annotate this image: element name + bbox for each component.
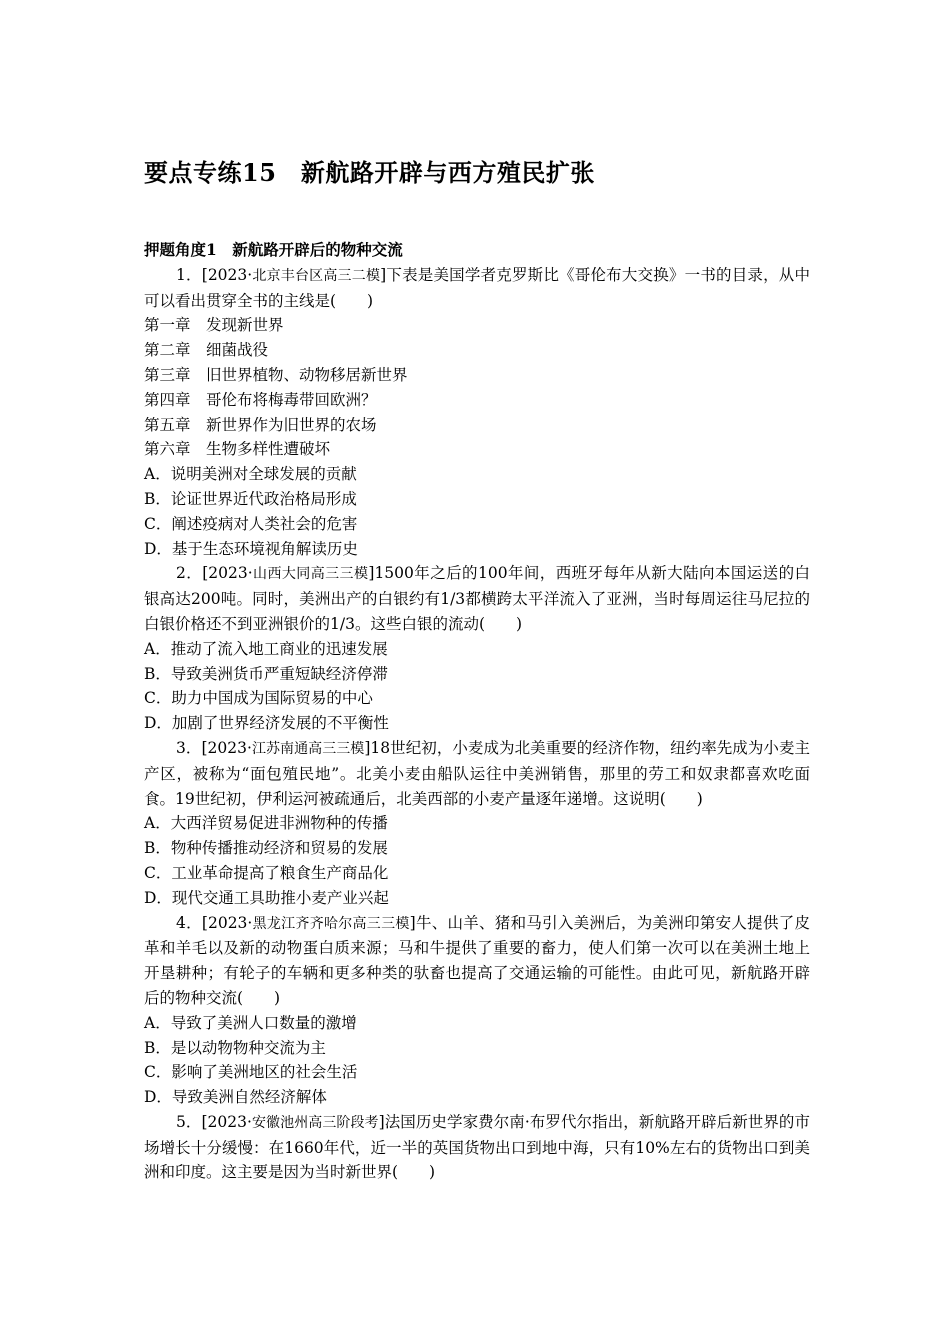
question-year: [2023· <box>201 265 253 284</box>
question-number: 2． <box>176 564 203 583</box>
document-body <box>144 238 810 1185</box>
question-year: [2023· <box>202 564 253 583</box>
option-a: A．导致了美洲人口数量的激增 <box>144 1013 357 1032</box>
question-stem <box>144 561 810 636</box>
question-3 <box>144 736 810 911</box>
option-a: A．推动了流入地工商业的迅速发展 <box>144 639 388 658</box>
option-b: B．物种传播推动经济和贸易的发展 <box>144 839 388 858</box>
question-1 <box>144 263 810 562</box>
question-year: [2023· <box>201 1112 252 1131</box>
question-text: ]法国历史学家费尔南·布罗代尔指出，新航路开辟后新世界的市场增长十分缓慢：在1660年代，近一半的英国货物出口到地中海，只有10%左右的货物出口到美洲和印度。这主要是因为当时新世界( ) <box>144 1112 810 1182</box>
question-text: ]18世纪初，小麦成为北美重要的经济作物，纽约率先成为小麦主产区，被称为“面包殖民地”。北美小麦由船队运往中美洲销售，那里的劳工和奴隶都喜欢吃面食。19世纪初，伊利运河被疏通后，北美西部的小麦产量逐年递增。这说明( ) <box>144 738 810 808</box>
chapter-line: 第一章 发现新世界 <box>144 316 284 335</box>
question-source: 江苏南通高三三模 <box>251 740 365 757</box>
question-text: ]下表是美国学者克罗斯比《哥伦布大交换》一书的目录，从中可以看出贯穿全书的主线是( ) <box>144 265 810 310</box>
question-stem <box>144 736 810 811</box>
question-text: ]1500年之后的100年间，西班牙每年从新大陆向本国运送的白银高达200吨。同时，美洲出产的白银约有1/3都横跨太平洋流入了亚洲，当时每周运往马尼拉的白银价格还不到亚洲银价的1/3。这些白银的流动( ) <box>144 564 810 633</box>
option-b: B．导致美洲货币严重短缺经济停滞 <box>144 664 388 683</box>
question-text: ]牛、山羊、猪和马引入美洲后，为美洲印第安人提供了皮革和羊毛以及新的动物蛋白质来源；马和牛提供了重要的畜力，使人们第一次可以在美洲土地上开垦耕种；有轮子的车辆和更多种类的驮畜也提高了交通运输的可能性。由此可见，新航路开辟后的物种交流( ) <box>144 913 810 1007</box>
question-source: 黑龙江齐齐哈尔高三三模 <box>252 915 410 932</box>
chapter-line: 第二章 细菌战役 <box>144 341 269 360</box>
question-number: 5． <box>176 1112 202 1131</box>
question-source: 安徽池州高三阶段考 <box>251 1114 379 1131</box>
option-c: C．工业革命提高了粮食生产商品化 <box>144 863 389 882</box>
question-number: 3． <box>176 738 202 757</box>
section-heading: 押题角度1 新航路开辟后的物种交流 <box>144 240 403 259</box>
option-d: D．现代交通工具助推小麦产业兴起 <box>144 888 389 907</box>
chapter-line: 第五章 新世界作为旧世界的农场 <box>144 415 377 434</box>
question-4 <box>144 911 810 1110</box>
question-stem <box>144 263 810 314</box>
question-source: 山西大同高三三模 <box>252 566 369 583</box>
question-year: [2023· <box>201 738 252 757</box>
option-d: D．加剧了世界经济发展的不平衡性 <box>144 714 389 733</box>
question-number: 1． <box>176 265 202 284</box>
question-source: 北京丰台区高三二模 <box>252 267 381 284</box>
question-year: [2023· <box>201 913 253 932</box>
question-5 <box>144 1110 810 1185</box>
option-c: C．助力中国成为国际贸易的中心 <box>144 689 373 708</box>
option-d: D．基于生态环境视角解读历史 <box>144 539 358 558</box>
option-b: B．论证世界近代政治格局形成 <box>144 489 357 508</box>
option-a: A．说明美洲对全球发展的贡献 <box>144 465 357 484</box>
option-b: B．是以动物物种交流为主 <box>144 1038 326 1057</box>
question-2 <box>144 561 810 736</box>
chapter-line: 第四章 哥伦布将梅毒带回欧洲？ <box>144 390 377 409</box>
option-c: C．影响了美洲地区的社会生活 <box>144 1063 358 1082</box>
chapter-line: 第六章 生物多样性遭破坏 <box>144 440 331 459</box>
option-a: A．大西洋贸易促进非洲物种的传播 <box>144 814 388 833</box>
question-stem <box>144 911 810 1011</box>
option-d: D．导致美洲自然经济解体 <box>144 1088 327 1107</box>
chapter-line: 第三章 旧世界植物、动物移居新世界 <box>144 365 408 384</box>
option-c: C．阐述疫病对人类社会的危害 <box>144 514 358 533</box>
question-stem <box>144 1110 810 1185</box>
page-title: 要点专练15 新航路开辟与西方殖民扩张 <box>144 158 595 187</box>
question-number: 4． <box>176 913 202 932</box>
